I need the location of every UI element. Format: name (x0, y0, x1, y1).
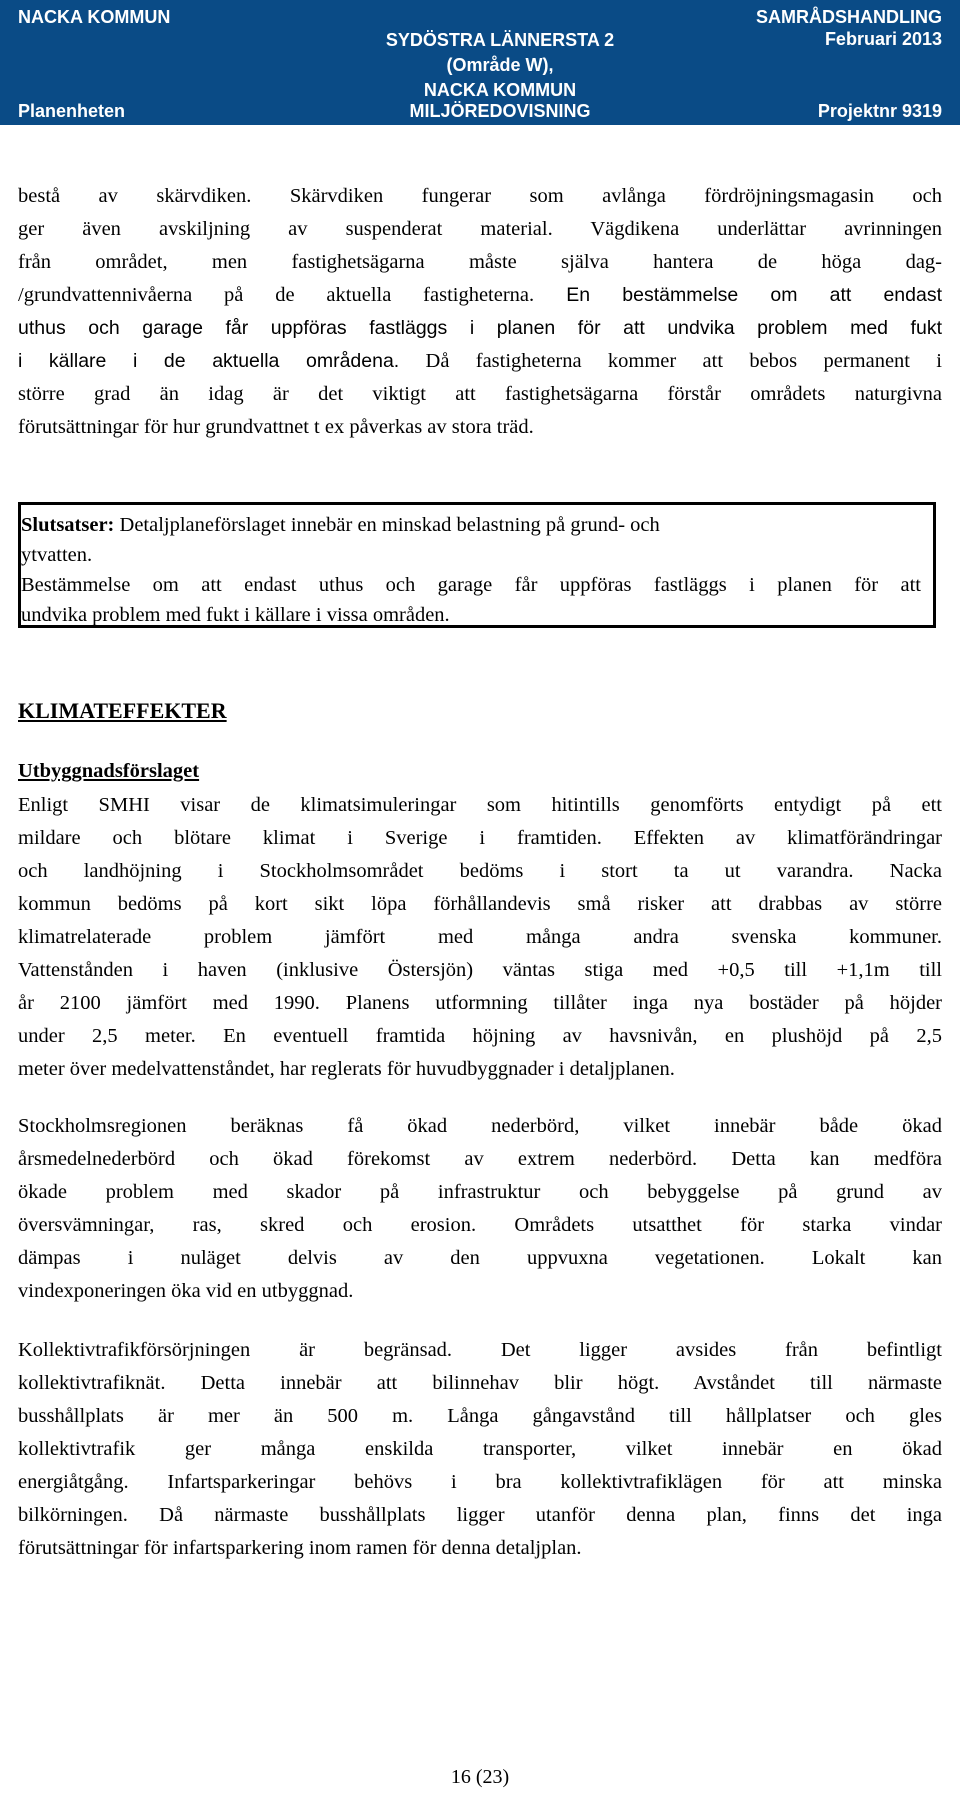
header-project-number: Projektnr 9319 (817, 101, 942, 121)
header-org: NACKA KOMMUN (18, 7, 171, 27)
text-line: Kollektivtrafikförsörjningen är begränsad. Det ligger avsides från befintligt (18, 1339, 942, 1361)
header-department: Planenheten (18, 101, 126, 121)
paragraph-drainage (18, 180, 942, 444)
text-line: vindexponeringen öka vid en utbyggnad. (18, 1280, 354, 1302)
header-title-line2: (Område W), (446, 55, 554, 75)
text-line: energiåtgång. Infartsparkeringar behövs i bra kollektivtrafiklägen för att minska (18, 1471, 942, 1493)
text-line: uthus och garage får uppföras fastläggs i planen för att undvika problem med fukt (18, 317, 942, 339)
conclusion-label: Slutsatser: (21, 514, 115, 536)
text-line: Enligt SMHI visar de klimatsimuleringar som hitintills genomförts entydigt på ett (18, 794, 942, 816)
text-fragment: /grundvattennivåerna på de aktuella fastigheterna. (18, 284, 535, 306)
text-line: kollektivtrafik ger många enskilda transporter, vilket innebär en ökad (18, 1438, 942, 1460)
text-line: under 2,5 meter. En eventuell framtida höjning av havsnivån, en plushöjd på 2,5 (18, 1025, 942, 1047)
text-line: undvika problem med fukt i källare i vissa områden. (21, 604, 450, 626)
document-header (0, 0, 960, 125)
section-heading: KLIMATEFFEKTER (18, 698, 227, 723)
text-line: översvämningar, ras, skred och erosion. Områdets utsatthet för starka vindar (18, 1214, 942, 1236)
text-line: förutsättningar för hur grundvattnet t ex påverkas av stora träd. (18, 416, 534, 438)
paragraph-precipitation (18, 1110, 942, 1308)
text-fragment: i källare i de aktuella områdena. (18, 350, 400, 372)
text-line: större grad än idag är det viktigt att fastighetsägarna förstår områdets naturgivna (18, 383, 942, 405)
text-line: kollektivtrafiknät. Detta innebär att bilinnehav blir högt. Avståndet till närmaste (18, 1372, 942, 1394)
text-line (21, 510, 921, 540)
text-line: klimatrelaterade problem jämfört med många andra svenska kommuner. (18, 926, 942, 948)
text-line: Stockholmsregionen beräknas få ökad nederbörd, vilket innebär både ökad (18, 1115, 942, 1137)
page-number: 16 (23) (450, 1766, 510, 1788)
header-date: Februari 2013 (824, 29, 942, 49)
text-fragment: Då fastigheterna kommer att bebos permanent i (399, 350, 942, 372)
text-line: och landhöjning i Stockholmsområdet bedöms i stort ta ut varandra. Nacka (18, 860, 942, 882)
text-line: ger även avskiljning av suspenderat material. Vägdikena underlättar avrinningen (18, 218, 942, 240)
text-line: busshållplats är mer än 500 m. Långa gångavstånd till hållplatser och gles (18, 1405, 942, 1427)
text-line: ytvatten. (21, 544, 93, 566)
text-line: ökade problem med skador på infrastruktur och bebyggelse på grund av (18, 1181, 942, 1203)
subsection-heading: Utbyggnadsförslaget (18, 760, 200, 782)
paragraph-public-transport (18, 1334, 942, 1565)
text-line: mildare och blötare klimat i Sverige i framtiden. Effekten av klimatförändringar (18, 827, 942, 849)
paragraph-climate (18, 789, 942, 1086)
text-line: meter över medelvattenståndet, har reglerats för huvudbyggnader i detaljplanen. (18, 1058, 675, 1080)
header-doc-type: SAMRÅDSHANDLING (756, 7, 942, 27)
header-title-line1: SYDÖSTRA LÄNNERSTA 2 (385, 30, 615, 50)
text-line (18, 279, 942, 312)
text-fragment: Detaljplaneförslaget innebär en minskad belastning på grund- och (114, 514, 660, 536)
text-line: dämpas i nuläget delvis av den uppvuxna vegetationen. Lokalt kan (18, 1247, 942, 1269)
text-line: Bestämmelse om att endast uthus och garage får uppföras fastläggs i planen för att (21, 574, 921, 596)
header-title-line4: MILJÖREDOVISNING (409, 101, 591, 121)
text-line (18, 345, 942, 378)
text-line: förutsättningar för infartsparkering inom ramen för denna detaljplan. (18, 1537, 582, 1559)
header-title-block (350, 28, 650, 103)
text-line: kommun bedöms på kort sikt löpa förhållandevis små risker att drabbas av större (18, 893, 942, 915)
text-line: bilkörningen. Då närmaste busshållplats ligger utanför denna plan, finns det inga (18, 1504, 942, 1526)
text-line: från området, men fastighetsägarna måste själva hantera de höga dag- (18, 251, 942, 273)
text-line: år 2100 jämfört med 1990. Planens utformning tillåter inga nya bostäder på höjder (18, 992, 942, 1014)
conclusion-box (18, 502, 936, 628)
text-line: Vattenstånden i haven (inklusive Östersjön) väntas stiga med +0,5 till +1,1m till (18, 959, 942, 981)
text-fragment: En bestämmelse om att endast (534, 284, 943, 306)
text-line: bestå av skärvdiken. Skärvdiken fungerar som avlånga fördröjningsmagasin och (18, 185, 942, 207)
text-line: årsmedelnederbörd och ökad förekomst av extrem nederbörd. Detta kan medföra (18, 1148, 942, 1170)
header-title-line3: NACKA KOMMUN (423, 80, 577, 100)
